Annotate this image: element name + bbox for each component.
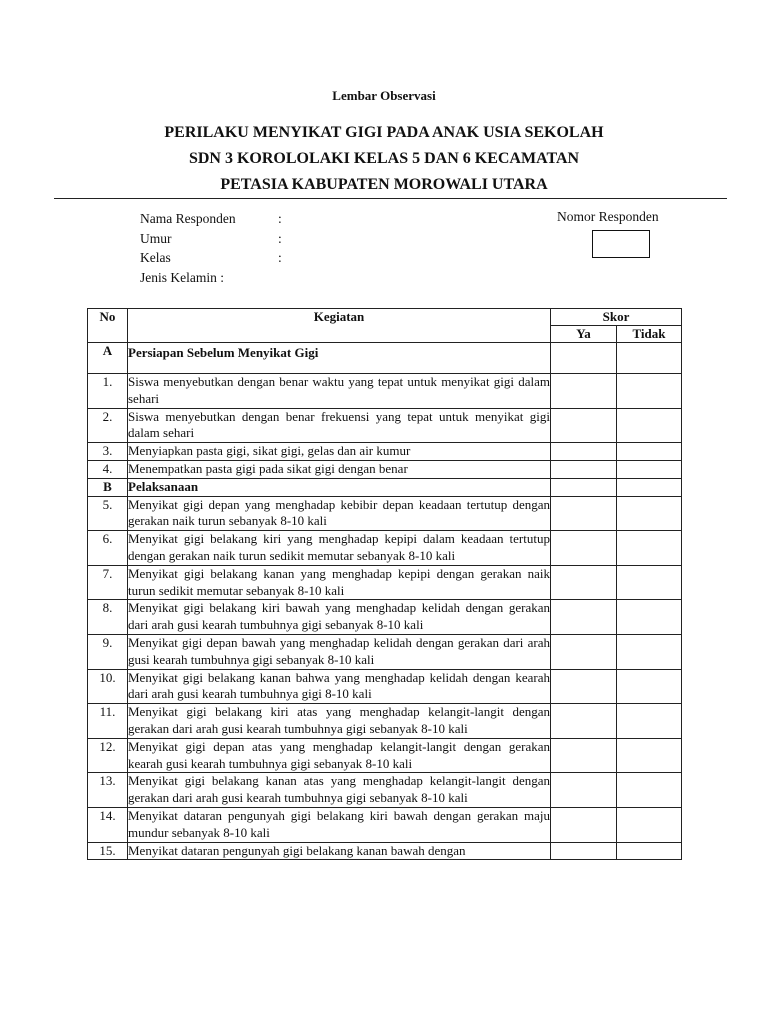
score-tidak-cell[interactable] xyxy=(617,478,682,496)
table-row xyxy=(88,600,682,635)
row-activity: Pelaksanaan xyxy=(128,478,551,496)
score-tidak-cell[interactable] xyxy=(617,669,682,704)
score-tidak-cell[interactable] xyxy=(617,374,682,409)
row-number: 3. xyxy=(88,443,128,461)
row-activity: Menyikat gigi depan atas yang menghadap kelangit-langit dengan gerakan kearah gusi kearah tumbuhnya gigi sebanyak 8-10 kali xyxy=(128,738,551,773)
row-number: 2. xyxy=(88,408,128,443)
header-kegiatan: Kegiatan xyxy=(128,309,551,343)
score-ya-cell[interactable] xyxy=(551,842,617,860)
row-number: 12. xyxy=(88,738,128,773)
row-number: 14. xyxy=(88,807,128,842)
table-row xyxy=(88,443,682,461)
score-tidak-cell[interactable] xyxy=(617,773,682,808)
score-tidak-cell[interactable] xyxy=(617,496,682,531)
identity-colon: : xyxy=(278,230,282,246)
nomor-responden-label: Nomor Responden xyxy=(557,209,659,224)
row-number: B xyxy=(88,478,128,496)
table-row xyxy=(88,738,682,773)
form-subtitle: Lembar Observasi xyxy=(332,88,436,103)
score-ya-cell[interactable] xyxy=(551,807,617,842)
score-ya-cell[interactable] xyxy=(551,408,617,443)
identity-colon: : xyxy=(278,250,282,265)
identity-row-umur xyxy=(140,229,280,249)
identity-colon: : xyxy=(278,211,282,226)
section-row xyxy=(88,343,682,374)
row-activity: Menyikat gigi depan yang menghadap kebibir depan keadaan tertutup dengan gerakan naik turun sebanyak 8-10 kali xyxy=(128,496,551,531)
score-tidak-cell[interactable] xyxy=(617,565,682,600)
score-tidak-cell[interactable] xyxy=(617,704,682,739)
row-activity: Menyikat gigi depan bawah yang menghadap kelidah dengan gerakan dari arah gusi kearah tumbuhnya gigi sebanyak 8-10 kali xyxy=(128,634,551,669)
table-row xyxy=(88,807,682,842)
observation-table xyxy=(87,308,682,860)
row-activity: Menyikat gigi belakang kanan atas yang menghadap kelangit-langit dengan gerakan dari arah gusi kearah tumbuhnya gigi sebanyak 8-10 kali xyxy=(128,773,551,808)
table-row xyxy=(88,531,682,566)
row-activity: Menempatkan pasta gigi pada sikat gigi dengan benar xyxy=(128,460,551,478)
table-row xyxy=(88,842,682,860)
score-tidak-cell[interactable] xyxy=(617,343,682,374)
row-activity: Menyiapkan pasta gigi, sikat gigi, gelas dan air kumur xyxy=(128,443,551,461)
identity-row-kelas xyxy=(140,248,280,268)
table-row xyxy=(88,634,682,669)
identity-row-nama xyxy=(140,209,280,229)
score-ya-cell[interactable] xyxy=(551,704,617,739)
row-activity: Siswa menyebutkan dengan benar waktu yang tepat untuk menyikat gigi dalam sehari xyxy=(128,374,551,409)
score-tidak-cell[interactable] xyxy=(617,634,682,669)
row-activity: Menyikat dataran pengunyah gigi belakang kiri bawah dengan gerakan maju mundur sebanyak 8-10 kali xyxy=(128,807,551,842)
score-ya-cell[interactable] xyxy=(551,374,617,409)
row-activity: Menyikat gigi belakang kiri yang menghadap kepipi dalam keadaan tertutup dengan gerakan naik turun sedikit memutar sebanyak 8-10 kali xyxy=(128,531,551,566)
row-activity: Menyikat gigi belakang kiri bawah yang menghadap kelidah dengan gerakan dari arah gusi kearah tumbuhnya gigi sebanyak 8-10 kali xyxy=(128,600,551,635)
section-row xyxy=(88,478,682,496)
row-number: 15. xyxy=(88,842,128,860)
row-activity: Menyikat gigi belakang kanan bahwa yang menghadap kelidah dengan kearah dari arah gusi kearah tumbuhnya gigi 8-10 kali xyxy=(128,669,551,704)
header-ya: Ya xyxy=(551,326,617,343)
score-ya-cell[interactable] xyxy=(551,443,617,461)
table-row xyxy=(88,565,682,600)
table-row xyxy=(88,374,682,409)
row-number: 4. xyxy=(88,460,128,478)
row-activity: Menyikat gigi belakang kanan yang menghadap kepipi dengan gerakan naik turun sedikit memutar sebanyak 8-10 kali xyxy=(128,565,551,600)
title-line: PETASIA KABUPATEN MOROWALI UTARA xyxy=(220,176,548,193)
row-number: 11. xyxy=(88,704,128,739)
header-tidak: Tidak xyxy=(617,326,682,343)
score-ya-cell[interactable] xyxy=(551,496,617,531)
score-tidak-cell[interactable] xyxy=(617,842,682,860)
identity-label: Nama Responden xyxy=(140,211,236,226)
row-number: 5. xyxy=(88,496,128,531)
row-activity: Menyikat gigi belakang kiri atas yang menghadap kelangit-langit dengan gerakan dari arah gusi kearah tumbuhnya gigi sebanyak 8-10 kali xyxy=(128,704,551,739)
score-tidak-cell[interactable] xyxy=(617,807,682,842)
respondent-identity xyxy=(140,209,280,287)
nomor-responden-box[interactable] xyxy=(592,230,650,258)
row-number: 10. xyxy=(88,669,128,704)
score-ya-cell[interactable] xyxy=(551,773,617,808)
row-number: 9. xyxy=(88,634,128,669)
score-ya-cell[interactable] xyxy=(551,600,617,635)
row-activity: Menyikat dataran pengunyah gigi belakang kanan bawah dengan xyxy=(128,842,551,860)
score-ya-cell[interactable] xyxy=(551,531,617,566)
identity-label: Kelas xyxy=(140,250,171,265)
score-ya-cell[interactable] xyxy=(551,343,617,374)
score-tidak-cell[interactable] xyxy=(617,531,682,566)
score-tidak-cell[interactable] xyxy=(617,443,682,461)
score-ya-cell[interactable] xyxy=(551,669,617,704)
title-line: PERILAKU MENYIKAT GIGI PADA ANAK USIA SEKOLAH xyxy=(164,124,604,141)
row-activity: Persiapan Sebelum Menyikat Gigi xyxy=(128,343,551,374)
row-number: 1. xyxy=(88,374,128,409)
identity-label: Jenis Kelamin : xyxy=(140,269,224,285)
table-row xyxy=(88,704,682,739)
row-number: 8. xyxy=(88,600,128,635)
table-row xyxy=(88,773,682,808)
form-title xyxy=(0,120,768,198)
score-tidak-cell[interactable] xyxy=(617,738,682,773)
identity-label: Umur xyxy=(140,230,172,246)
title-line: SDN 3 KOROLOLAKI KELAS 5 DAN 6 KECAMATAN xyxy=(188,150,580,167)
table-row xyxy=(88,460,682,478)
score-tidak-cell[interactable] xyxy=(617,460,682,478)
score-ya-cell[interactable] xyxy=(551,460,617,478)
row-activity: Siswa menyebutkan dengan benar frekuensi yang tepat untuk menyikat gigi dalam sehari xyxy=(128,408,551,443)
identity-row-jenis-kelamin xyxy=(140,268,280,288)
score-ya-cell[interactable] xyxy=(551,478,617,496)
score-tidak-cell[interactable] xyxy=(617,600,682,635)
header-divider xyxy=(54,198,727,199)
row-number: A xyxy=(88,343,128,374)
score-ya-cell[interactable] xyxy=(551,634,617,669)
table-row xyxy=(88,669,682,704)
header-no: No xyxy=(88,309,128,343)
score-tidak-cell[interactable] xyxy=(617,408,682,443)
row-number: 6. xyxy=(88,531,128,566)
score-ya-cell[interactable] xyxy=(551,738,617,773)
header-skor: Skor xyxy=(551,309,682,326)
row-number: 13. xyxy=(88,773,128,808)
row-number: 7. xyxy=(88,565,128,600)
table-row xyxy=(88,496,682,531)
score-ya-cell[interactable] xyxy=(551,565,617,600)
table-row xyxy=(88,408,682,443)
